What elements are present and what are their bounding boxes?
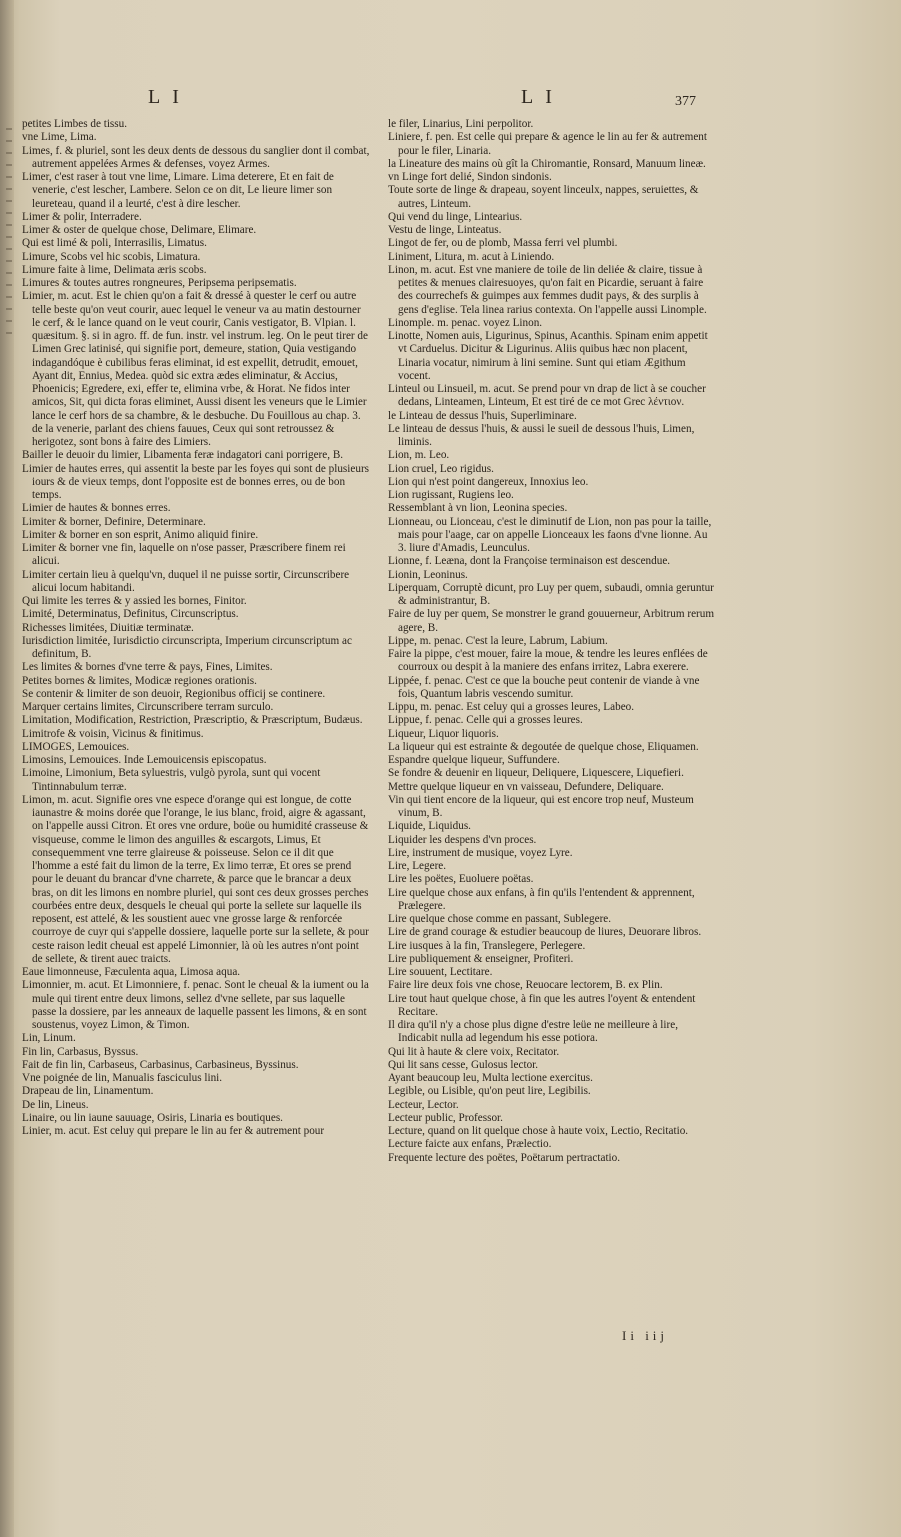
dictionary-entry: Limiter & borner vne fin, laquelle on n'ose passer, Præscribere finem rei alicui. <box>22 542 346 568</box>
dictionary-entry: Limure faite à lime, Delimata æris scobs. <box>22 263 207 276</box>
dictionary-entry: Lire les poëtes, Euoluere poëtas. <box>388 873 534 886</box>
page-header <box>0 86 901 116</box>
dictionary-entry: Petites bornes & limites, Modicæ regiones orationis. <box>22 674 257 687</box>
dictionary-entry: Limiter & borner en son esprit, Animo aliquid finire. <box>22 528 259 541</box>
dictionary-entry: Vin qui tient encore de la liqueur, qui est encore trop neuf, Musteum vinum, B. <box>388 793 694 819</box>
dictionary-entry: le Linteau de dessus l'huis, Superliminare. <box>388 409 577 422</box>
running-head-right: LI <box>521 86 564 108</box>
dictionary-entry: Faire la pippe, c'est mouer, faire la moue, & tendre les leures enflées de courroux ou despit à la maniere des enfans irritez, Labra exerere. <box>388 648 708 674</box>
dictionary-entry: Se fondre & deuenir en liqueur, Deliquere, Liquescere, Liquefieri. <box>388 767 684 780</box>
dictionary-entry: Lippu, m. penac. Est celuy qui a grosses leures, Labeo. <box>388 701 635 713</box>
dictionary-entry: Limité, Determinatus, Definitus, Circunscriptus. <box>22 608 239 621</box>
dictionary-entry: Liniment, Litura, m. acut à Liniendo. <box>388 250 555 263</box>
dictionary-entry: Marquer certains limites, Circunscribere terram surculo. <box>22 701 274 713</box>
dictionary-entry: Limonnier, m. acut. Et Limonniere, f. penac. Sont le cheual & la iument ou la mule qui tirent entre deux limons, sellez d'vne sellete, par sus laquelle passe la dossiere, par les anneaux de laquelle passent les limons, & en sont soustenus, voyez Limon, & Timon. <box>22 979 369 1031</box>
dictionary-entry: Espandre quelque liqueur, Suffundere. <box>388 754 560 766</box>
dictionary-entry: Qui limite les terres & y assied les bornes, Finitor. <box>22 595 247 607</box>
dictionary-entry: Il dira qu'il n'y a chose plus digne d'estre leüe ne meilleure à lire, Indicabit nulla ad legendum his esse potiora. <box>388 1019 678 1045</box>
dictionary-entry: Lionin, Leoninus. <box>388 568 468 581</box>
dictionary-entry: Lire souuent, Lectitare. <box>388 966 493 978</box>
dictionary-entry: Le linteau de dessus l'huis, & aussi le sueil de dessous l'huis, Limen, liminis. <box>388 422 695 448</box>
dictionary-entry: Linon, m. acut. Est vne maniere de toile de lin deliée & claire, tissue à petites & menues clairesuoyes, qu'on fait en Picardie, seruant à faire des courrechefs & guimpes aux femmes dudit pays, & des surplis à gens d'eglise. Tela linea rarius contexta. On l'appelle aussi Linomple. <box>388 263 707 316</box>
dictionary-entry: Drapeau de lin, Linamentum. <box>22 1085 154 1098</box>
dictionary-entry: Se contenir & limiter de son deuoir, Regionibus officij se continere. <box>22 687 326 700</box>
dictionary-entry: Qui lit à haute & clere voix, Recitator. <box>388 1045 560 1058</box>
dictionary-entry: Qui vend du linge, Lintearius. <box>388 210 523 223</box>
dictionary-entry: Limon, m. acut. Signifie ores vne espece d'orange qui est longue, de cotte iaunastre & moins dorée que l'orange, le ius blanc, froid, aigre & agassant, on l'appelle aussi Citron. Et ores vne ordure, boüe ou humidité crasseuse & visqueuse, comme le limon des anguilles & escargots, Limus, Et consequemment vne terre glaireuse & poisseuse. Selon ce il dit que l'homme a esté fait du limon de la terre, Ex limo terræ, Et ores se prend pour le deuant du brancar d'vne charrete, & parce que le brancar a deux bras, on dit les limons en nombre pluriel, qui sont ces deux grosses perches courbées entre deux, desquels le cheual qui porte la sellete sur laquelle ils reposent, est attelé, & les soustient auec vne grosse large & renforcée courroye de cuyr qui s'appelle dossiere, laquelle porte sur la sellete, & pour ceste raison ledit cheual est appelé Limonnier, là où les autres n'ont point de sellete, & tirent auec traicts. <box>22 793 369 965</box>
dictionary-entry: Lire, Legere. <box>388 860 447 872</box>
dictionary-entry: le filer, Linarius, Lini perpolitor. <box>388 118 534 130</box>
dictionary-entry: De lin, Lineus. <box>22 1098 89 1111</box>
dictionary-entry: petites Limbes de tissu. <box>22 118 128 130</box>
dictionary-entry: Lionne, f. Leæna, dont la Françoise terminaison est descendue. <box>388 555 671 568</box>
left-column <box>22 118 370 1138</box>
dictionary-entry: Linomple. m. penac. voyez Linon. <box>388 316 543 329</box>
dictionary-entry: Les limites & bornes d'vne terre & pays, Fines, Limites. <box>22 661 273 674</box>
dictionary-entry: Lire quelque chose comme en passant, Sublegere. <box>388 913 612 925</box>
dictionary-entry: Qui lit sans cesse, Gulosus lector. <box>388 1058 539 1071</box>
dictionary-entry: la Lineature des mains où gît la Chiromantie, Ronsard, Manuum lineæ. <box>388 157 706 170</box>
dictionary-entry: Limures & toutes autres rongneures, Peripsema peripsematis. <box>22 277 297 289</box>
dictionary-entry: Lecteur, Lector. <box>388 1098 459 1111</box>
dictionary-entry: Lion, m. Leo. <box>388 449 450 462</box>
dictionary-entry: Fait de fin lin, Carbaseus, Carbasinus, Carbasineus, Byssinus. <box>22 1058 299 1071</box>
dictionary-entry: Lecteur public, Professor. <box>388 1111 503 1124</box>
dictionary-entry: Limes, f. & pluriel, sont les deux dents de dessous du sanglier dont il combat, autrement appelées Armes & defenses, voyez Armes. <box>22 144 370 170</box>
dictionary-entry: Ressemblant à vn lion, Leonina species. <box>388 502 568 515</box>
dictionary-entry: Linotte, Nomen auis, Ligurinus, Spinus, Acanthis. Spinam enim appetit vt Carduelus. Dicitur & Ligurinus. Aliis quibus hæc non placent, Linaria vocatur, nimirum à lini semine. Sunt qui etiam Ægithum vocent. <box>388 330 708 382</box>
dictionary-entry: Limier de hautes erres, qui assentit la beste par les foyes qui sont de plusieurs iours & de vieux temps, dont l'opposite est de bonnes erres, ou de bon temps. <box>22 462 370 501</box>
right-column <box>388 118 718 1165</box>
binding-margin <box>2 118 16 1238</box>
dictionary-entry: Toute sorte de linge & drapeau, soyent linceulx, nappes, seruiettes, & autres, Linteum. <box>388 184 699 210</box>
dictionary-entry: Liniere, f. pen. Est celle qui prepare & agence le lin au fer & autrement pour le filer, Linaria. <box>388 131 708 157</box>
dictionary-entry: Qui est limé & poli, Interrasilis, Limatus. <box>22 237 207 250</box>
dictionary-entry: Eaue limonneuse, Fæculenta aqua, Limosa aqua. <box>22 966 241 978</box>
dictionary-entry: Limier de hautes & bonnes erres. <box>22 502 171 515</box>
dictionary-entry: Lippée, f. penac. C'est ce que la bouche peut contenir de viande à vne fois, Quantum labris vescendo sumitur. <box>388 674 700 700</box>
dictionary-entry: Lecture faicte aux enfans, Prælectio. <box>388 1138 552 1151</box>
dictionary-entry: Lecture, quand on lit quelque chose à haute voix, Lectio, Recitatio. <box>388 1125 689 1137</box>
dictionary-entry: Faire lire deux fois vne chose, Reuocare lectorem, B. ex Plin. <box>388 979 663 992</box>
dictionary-entry: Lire quelque chose aux enfans, à fin qu'ils l'entendent & apprennent, Prælegere. <box>388 886 695 912</box>
dictionary-entry: Lionneau, ou Lionceau, c'est le diminutif de Lion, non pas pour la taille, mais pour l'aage, car on appelle Lionceaux les faons d'vne lionne. Au 3. liure d'Amadis, Leunculus. <box>388 515 712 554</box>
dictionary-entry: Limer & polir, Interradere. <box>22 210 142 223</box>
dictionary-entry: Linteul ou Linsueil, m. acut. Se prend pour vn drap de lict à se coucher dedans, Linteamen, Linteum, Et est tiré de ce mot Grec λέντιον. <box>388 383 706 409</box>
dictionary-entry: Linaire, ou lin iaune sauuage, Osiris, Linaria es boutiques. <box>22 1111 283 1124</box>
dictionary-entry: Liperquam, Corruptè dicunt, pro Luy per quem, subaudi, omnia geruntur & administrantur, B. <box>388 581 714 607</box>
dictionary-entry: Limitation, Modification, Restriction, Præscriptio, & Præscriptum, Budæus. <box>22 714 363 727</box>
signature-mark: Ii iij <box>622 1328 669 1343</box>
dictionary-entry: Faire de luy per quem, Se monstrer le grand gouuerneur, Arbitrum rerum agere, B. <box>388 608 715 634</box>
dictionary-entry: Liquider les despens d'vn proces. <box>388 833 537 846</box>
dictionary-entry: Limure, Scobs vel hic scobis, Limatura. <box>22 250 201 263</box>
dictionary-entry: Ayant beaucoup leu, Multa lectione exercitus. <box>388 1072 593 1084</box>
dictionary-entry: vne Lime, Lima. <box>22 131 97 144</box>
dictionary-entry: Limiter & borner, Definire, Determinare. <box>22 515 206 528</box>
dictionary-entry: Frequente lecture des poëtes, Poëtarum pertractatio. <box>388 1151 621 1164</box>
dictionary-entry: Lire, instrument de musique, voyez Lyre. <box>388 846 573 859</box>
dictionary-entry: Fin lin, Carbasus, Byssus. <box>22 1045 139 1058</box>
dictionary-entry: Liqueur, Liquor liquoris. <box>388 727 499 740</box>
dictionary-entry: La liqueur qui est estrainte & degoutée de quelque chose, Eliquamen. <box>388 740 699 753</box>
dictionary-entry: Legible, ou Lisible, qu'on peut lire, Legibilis. <box>388 1085 591 1098</box>
dictionary-entry: Limosins, Lemouices. Inde Lemouicensis episcopatus. <box>22 754 267 766</box>
dictionary-entry: Lire iusques à la fin, Translegere, Perlegere. <box>388 939 586 952</box>
dictionary-entry: LIMOGES, Lemouices. <box>22 740 130 753</box>
dictionary-entry: Mettre quelque liqueur en vn vaisseau, Defundere, Deliquare. <box>388 780 664 793</box>
page-number: 377 <box>675 94 696 109</box>
dictionary-entry: Limier, m. acut. Est le chien qu'on a fait & dressé à quester le cerf ou autre telle beste qu'on veut courir, auec lequel le veneur va au matin destourner le cerf, & le lance quand on le veut courir, Canis vestigator, B. Vlpian. l. quæsitum. §. si in agro. ff. de fun. instr. vel instrum. leg. On le peut tirer de Limen Grec latinisé, qui signifie port, demeure, station, Quia vestigando indagandóque è cubilibus feras eliminat, id est expellit, detrudit, emouet, Ayant dit, Ennius, Medea. quòd sic extra ædes eliminatur, & Accius, Phoenicis; Egredere, exi, effer te, elimina vrbe, & Horat. Ne fidos inter amicos, Sit, qui dicta foras eliminet, Aussi disent les veneurs que le Limier lance le cerf hors de sa chambre, & le desbuche. Du Fouillous au chap. 3. de la venerie, parlant des chiens fauues, Ceux qui sont retroussez & herigotez, sont bons à faire des Limiers. <box>22 290 368 448</box>
dictionary-entry: Lire de grand courage & estudier beaucoup de liures, Deuorare libros. <box>388 926 702 939</box>
dictionary-entry: Limer & oster de quelque chose, Delimare, Elimare. <box>22 224 257 236</box>
dictionary-entry: Vne poignée de lin, Manualis fasciculus lini. <box>22 1072 223 1084</box>
dictionary-entry: Bailler le deuoir du limier, Libamenta feræ indagatori cani porrigere, B. <box>22 449 344 462</box>
dictionary-entry: Liquide, Liquidus. <box>388 820 471 833</box>
dictionary-entry: vn Linge fort delié, Sindon sindonis. <box>388 171 552 183</box>
dictionary-entry: Vestu de linge, Linteatus. <box>388 224 502 236</box>
dictionary-entry: Lion rugissant, Rugiens leo. <box>388 489 514 501</box>
dictionary-entry: Iurisdiction limitée, Iurisdictio circunscripta, Imperium circunscriptum ac definitum, B. <box>22 634 352 660</box>
dictionary-entry: Lin, Linum. <box>22 1032 76 1045</box>
dictionary-entry: Lippe, m. penac. C'est la leure, Labrum, Labium. <box>388 634 608 647</box>
dictionary-entry: Lire tout haut quelque chose, à fin que les autres l'oyent & entendent Recitare. <box>388 992 696 1018</box>
dictionary-entry: Lire publiquement & enseigner, Profiteri. <box>388 952 574 965</box>
running-head-left: LI <box>148 86 191 108</box>
dictionary-entry: Lippue, f. penac. Celle qui a grosses leures. <box>388 714 583 727</box>
dictionary-entry: Lion qui n'est point dangereux, Innoxius leo. <box>388 475 589 488</box>
dictionary-entry: Linier, m. acut. Est celuy qui prepare le lin au fer & autrement pour <box>22 1125 325 1137</box>
dictionary-entry: Limiter certain lieu à quelqu'vn, duquel il ne puisse sortir, Circunscribere alicui locum habitandi. <box>22 568 350 594</box>
dictionary-entry: Limoine, Limonium, Beta syluestris, vulgò pyrola, sunt qui vocent Tintinnabulum terræ. <box>22 767 321 793</box>
dictionary-entry: Limer, c'est raser à tout vne lime, Limare. Lima deterere, Et en fait de venerie, c'est lescher, Lambere. Selon ce on dit, Le lieure limer son leureteau, quand il a leurté, c'est à dire lescher. <box>22 171 334 210</box>
dictionary-entry: Richesses limitées, Diuitiæ terminatæ. <box>22 621 194 634</box>
dictionary-entry: Lion cruel, Leo rigidus. <box>388 462 494 475</box>
dictionary-entry: Limitrofe & voisin, Vicinus & finitimus. <box>22 727 204 740</box>
dictionary-entry: Lingot de fer, ou de plomb, Massa ferri vel plumbi. <box>388 237 618 250</box>
